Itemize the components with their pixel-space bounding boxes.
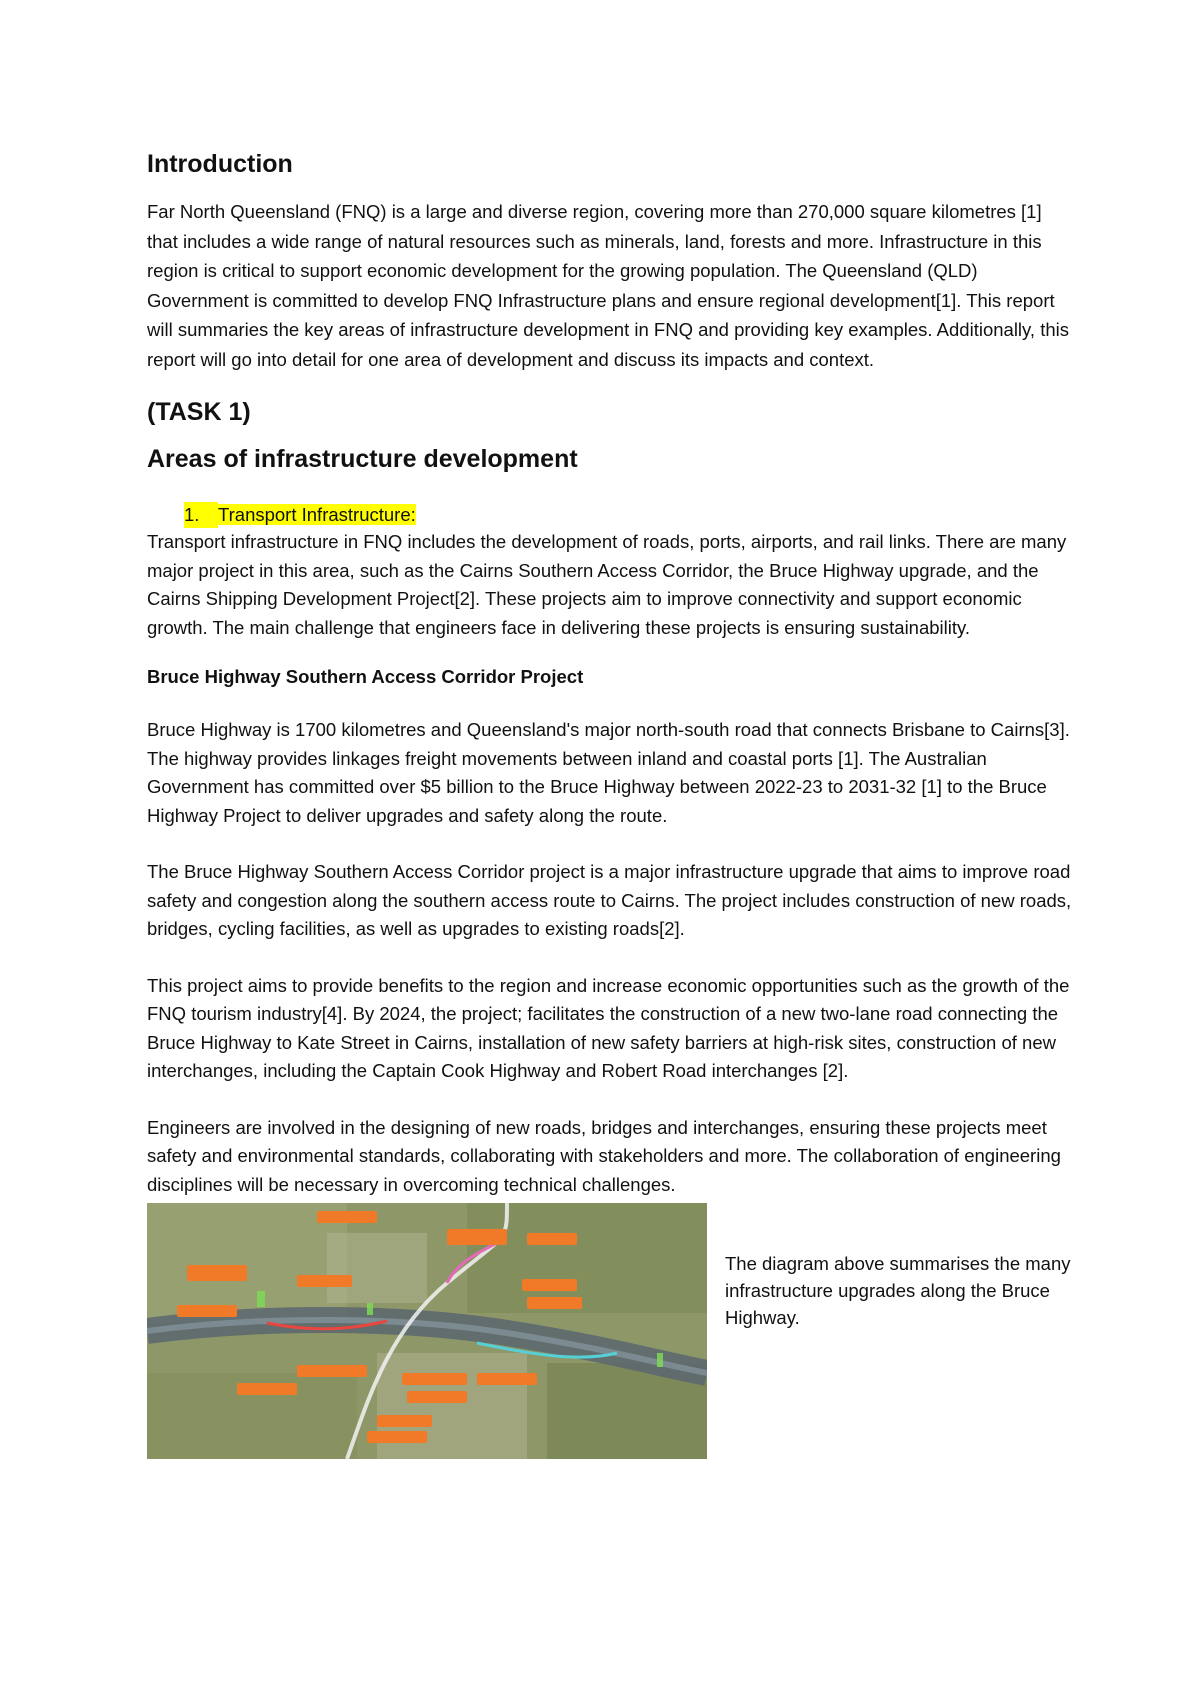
project-paragraph-1: Bruce Highway is 1700 kilometres and Queensland's major north-south road that connects Brisbane to Cairns[3]. The highway provides linkages freight movements between inland and coastal ports [1]. The Australian Government has committed over $5 billion to the Bruce Highway between 2022-23 to 2031-32 [1] to the Bruce Highway Project to deliver upgrades and safety along the route.	[147, 719, 1070, 826]
project-paragraph-3: This project aims to provide benefits to the region and increase economic opportunities such as the growth of the FNQ tourism industry[4]. By 2024, the project; facilitates the construction of a new two-lane road connecting the Bruce Highway to Kate Street in Cairns, installation of new safety barriers at high-risk sites, construction of new interchanges, including the Captain Cook Highway and Robert Road interchanges [2].	[147, 974, 1070, 1081]
project-paragraph-2: The Bruce Highway Southern Access Corridor project is a major infrastructure upgrade that aims to improve road safety and congestion along the southern access route to Cairns. The project includes construction of new roads, bridges, cycling facilities, as well as upgrades to existing roads[2].	[147, 861, 1072, 939]
project-heading: Bruce Highway Southern Access Corridor Project	[147, 666, 584, 687]
list-label: Transport Infrastructure:	[218, 504, 416, 525]
highlighted-list-label	[184, 504, 416, 525]
transport-paragraph: Transport infrastructure in FNQ includes the development of roads, ports, airports, and rail links. There are many major project in this area, such as the Cairns Southern Access Corridor, the Bruce Highway upgrade, and the Cairns Shipping Development Project[2]. These projects aim to improve connectivity and support economic growth. The main challenge that engineers face in delivering these projects is ensuring sustainability.	[147, 531, 1067, 638]
aerial-map-image	[147, 1203, 707, 1459]
introduction-paragraph: Far North Queensland (FNQ) is a large and diverse region, covering more than 270,000 square kilometres [1] that includes a wide range of natural resources such as minerals, land, forests and more. Infrastructure in this region is critical to support economic development for the growing population. The Queensland (QLD) Government is committed to develop FNQ Infrastructure plans and ensure regional development[1]. This report will summaries the key areas of infrastructure development in FNQ and providing key examples. Additionally, this report will go into detail for one area of development and discuss its impacts and context.	[147, 201, 1069, 370]
figure-caption: The diagram above summarises the many infrastructure upgrades along the Bruce Highway.	[725, 1252, 1071, 1328]
document-page	[147, 130, 1077, 1463]
list-number: 1.	[184, 502, 218, 528]
figure-row	[147, 1203, 1077, 1463]
project-paragraph-4: Engineers are involved in the designing of new roads, bridges and interchanges, ensuring these projects meet safety and environmental standards, collaborating with stakeholders and more. The collaboration of engineering disciplines will be necessary in overcoming technical challenges.	[147, 1116, 1061, 1195]
task-heading: (TASK 1)	[147, 398, 251, 426]
areas-heading: Areas of infrastructure development	[147, 445, 578, 473]
introduction-heading: Introduction	[147, 150, 293, 178]
list-item-transport	[147, 502, 1077, 528]
